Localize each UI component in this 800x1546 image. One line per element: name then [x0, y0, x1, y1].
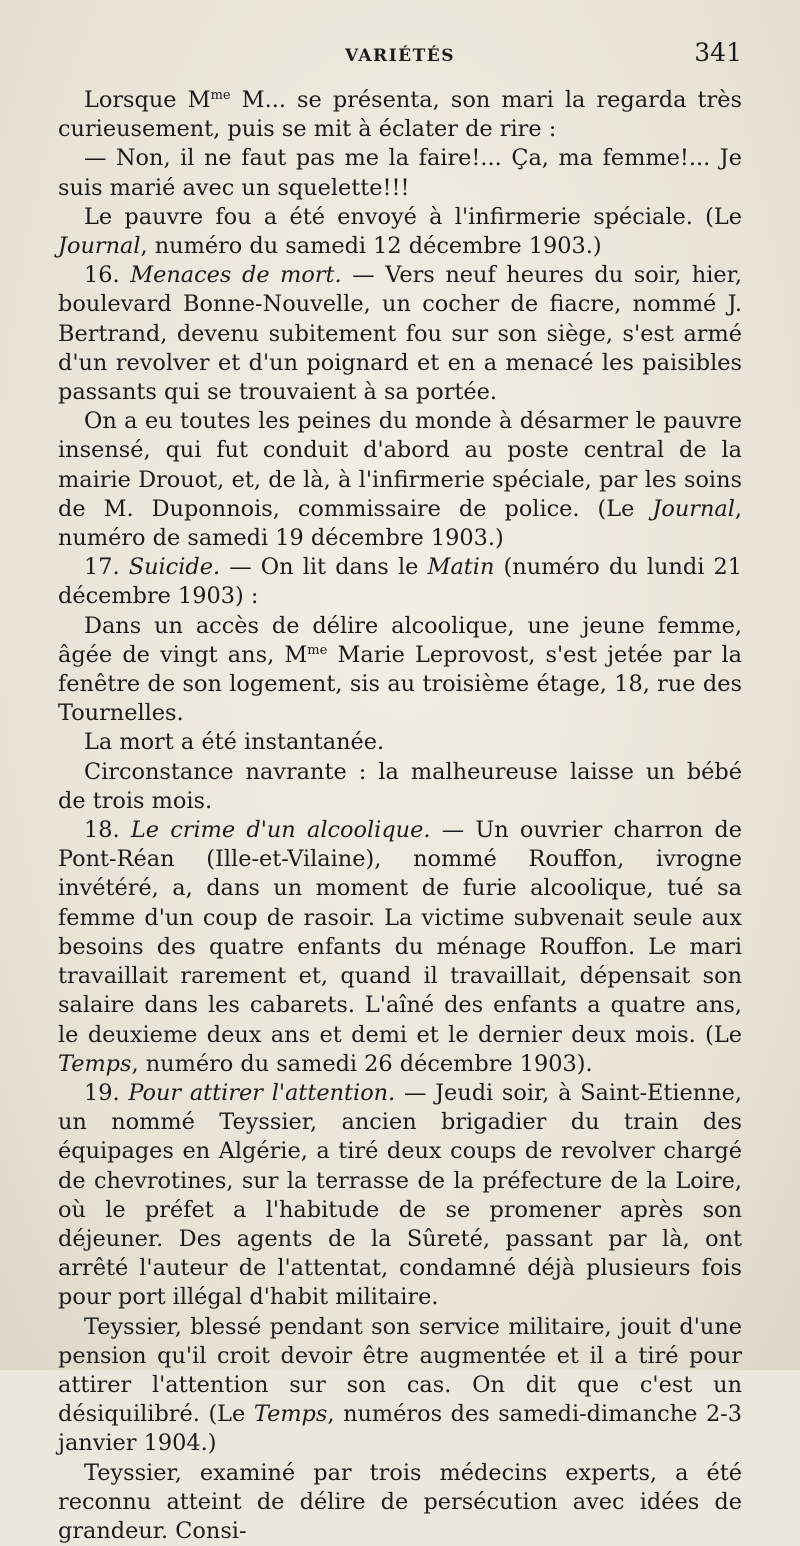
page-header [58, 36, 742, 76]
paragraph: 18. Le crime d'un alcoolique. — Un ouvrier charron de Pont-Réan (Ille-et-Vilaine), nommé Rouffon, ivrogne invétéré, a, dans un moment de furie alcoolique, tué sa femme d'un coup de rasoir. La victime subvenait seule aux besoins des quatre enfants du ménage Rouffon. Le mari travaillait rarement et, quand il travaillait, dépensait son salaire dans les cabarets. L'aîné des enfants a quatre ans, le deuxieme deux ans et demi et le dernier deux mois. (Le Temps, numéro du samedi 26 décembre 1903). [58, 817, 742, 1077]
paragraph: 19. Pour attirer l'attention. — Jeudi soir, à Saint-Etienne, un nommé Teyssier, ancien brigadier du train des équipages en Algérie, a tiré deux coups de revolver chargé de chevrotines, sur la terrasse de la préfecture de la Loire, où le préfet a l'habitude de se promener après son déjeuner. Des agents de la Sûreté, passant par là, ont arrêté l'auteur de l'attentat, condamné déjà plusieurs fois pour port illégal d'habit militaire. [58, 1079, 743, 1311]
paragraph: 16. Menaces de mort. — Vers neuf heures du soir, hier, boulevard Bonne-Nouvelle, un cocher de fiacre, nommé J. Bertrand, devenu subitement fou sur son siège, s'est armé d'un revolver et d'un poignard et en a menacé les paisibles passants qui se trouvaient à sa portée. [58, 262, 743, 406]
paragraph: 17. Suicide. — On lit dans le Matin (numéro du lundi 21 décembre 1903) : [58, 554, 742, 610]
paragraph: Dans un accès de délire alcoolique, une jeune femme, âgée de vingt ans, $M^{me}$ Marie Leprovost, s'est jetée par la fenêtre de son logement, sis au troisième étage, 18, rue des Tournelles. [58, 612, 742, 727]
paragraph: Teyssier, blessé pendant son service militaire, jouit d'une pension qu'il croit devoir être augmentée et il a tiré pour attirer l'attention sur son cas. On dit que c'est un désiquilibré. (Le Temps, numéros des samedi-dimanche 2-3 janvier 1904.) [58, 1313, 742, 1457]
paragraph: Teyssier, examiné par trois médecins experts, a été reconnu atteint de délire de persécution avec idées de grandeur. Consi- [58, 1459, 742, 1544]
running-head: VARIÉTÉS [345, 46, 455, 66]
page-body [58, 86, 742, 1546]
paragraph: — Non, il ne faut pas me la faire!... Ça, ma femme!... Je suis marié avec un squelette!!! [58, 145, 742, 201]
paragraph: Le pauvre fou a été envoyé à l'infirmerie spéciale. (Le Journal, numéro du samedi 12 décembre 1903.) [58, 203, 742, 260]
paragraph: On a eu toutes les peines du monde à désarmer le pauvre insensé, qui fut conduit d'abord au poste central de la mairie Drouot, et, de là, à l'infirmerie spéciale, par les soins de M. Duponnois, commissaire de police. (Le Journal, numéro de samedi 19 décembre 1903.) [58, 408, 742, 552]
page-number: 341 [694, 38, 742, 67]
paragraph: La mort a été instantanée. [84, 729, 385, 756]
paragraph: Lorsque $M^{me}$ M... se présenta, son mari la regarda très curieusement, puis se mit à éclater de rire : [58, 87, 742, 143]
paragraph: Circonstance navrante : la malheureuse laisse un bébé de trois mois. [58, 758, 742, 814]
